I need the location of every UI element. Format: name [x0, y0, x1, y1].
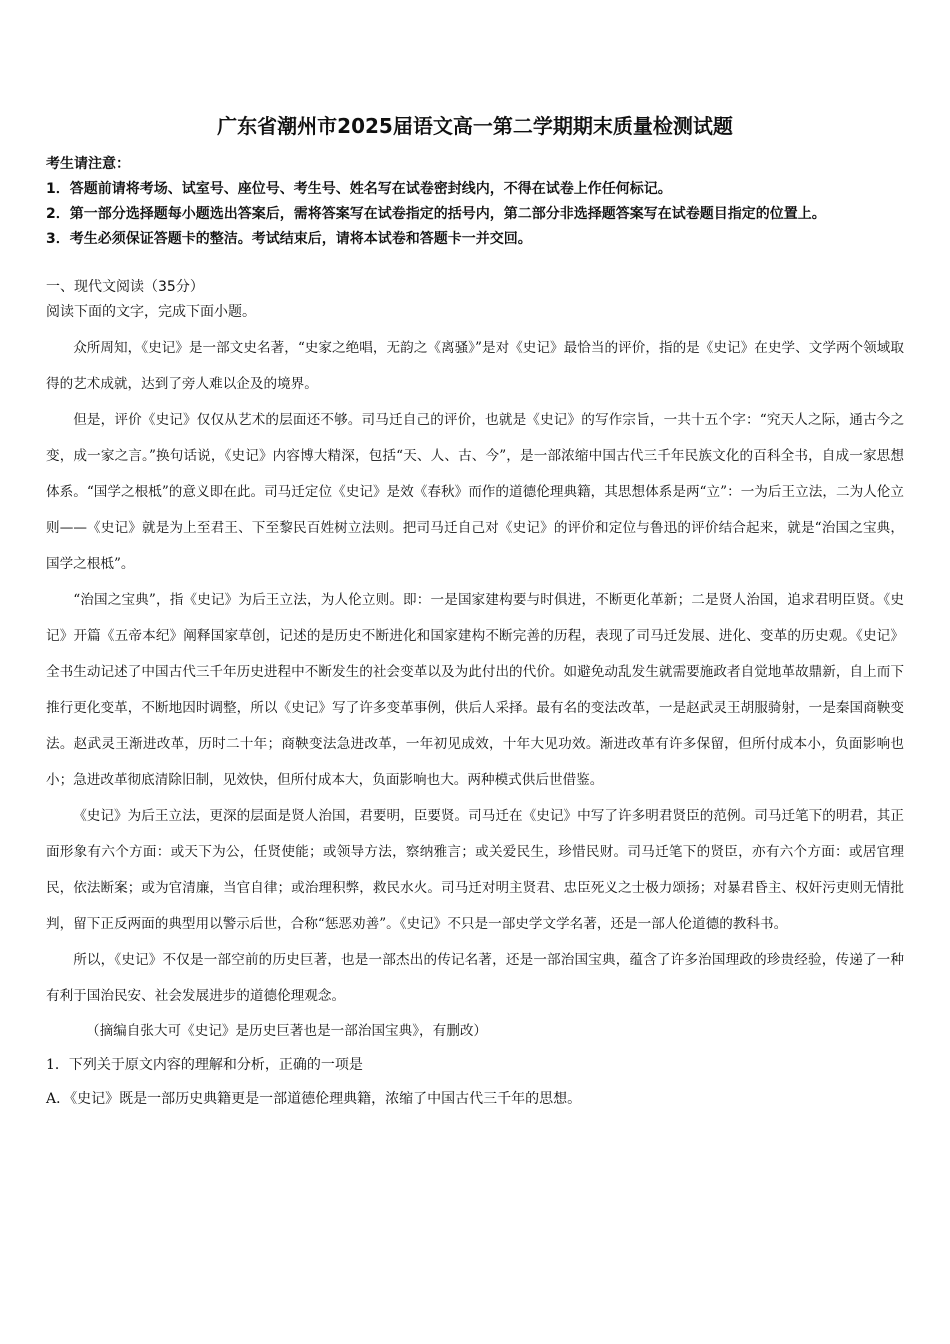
article-paragraph: 所以，《史记》不仅是一部空前的历史巨著，也是一部杰出的传记名著，还是一部治国宝典，蕴含了许多治国理政的珍贵经验，传递了一种有利于国治民安、社会发展进步的道德伦理观念。: [46, 952, 904, 1004]
notice-item: 3．考生必须保证答题卡的整洁。考试结束后，请将本试卷和答题卡一并交回。: [46, 231, 532, 247]
section-heading: 一、现代文阅读（35分）: [46, 279, 204, 295]
notice-heading: 考生请注意：: [46, 156, 130, 172]
notice-item: 1．答题前请将考场、试室号、座位号、考生号、姓名写在试卷密封线内，不得在试卷上作任何标记。: [46, 181, 672, 197]
notice-item: 2．第一部分选择题每小题选出答案后，需将答案写在试卷指定的括号内，第二部分非选择题答案写在试卷题目指定的位置上。: [46, 206, 826, 222]
article-paragraph: 众所周知，《史记》是一部文史名著，“史家之绝唱，无韵之《离骚》”是对《史记》最恰当的评价，指的是《史记》在史学、文学两个领域取得的艺术成就，达到了旁人难以企及的境界。: [46, 340, 904, 392]
page-title: 广东省潮州市2025届语文高一第二学期期末质量检测试题: [217, 114, 733, 138]
section-instruction: 阅读下面的文字，完成下面小题。: [46, 304, 256, 320]
question-stem: 1．下列关于原文内容的理解和分析，正确的一项是: [46, 1057, 363, 1073]
reading-article: [46, 330, 904, 1014]
article-paragraph: “治国之宝典”，指《史记》为后王立法，为人伦立则。即：一是国家建构要与时俱进，不断更化革新；二是贤人治国，追求君明臣贤。《史记》开篇《五帝本纪》阐释国家草创，记述的是历史不断进化和国家建构不断完善的历程，表现了司马迁发展、进化、变革的历史观。《史记》全书生动记述了中国古代三千年历史进程中不断发生的社会变革以及为此付出的代价。如避免动乱发生就需要施政者自觉地革故鼎新，自上而下推行更化变革，不断地因时调整，所以《史记》写了许多变革事例，供后人采择。最有名的变法改革，一是赵武灵王胡服骑射，一是秦国商鞅变法。赵武灵王渐进改革，历时二十年；商鞅变法急进改革，一年初见成效，十年大见功效。渐进改革有许多保留，但所付成本小，负面影响也小；急进改革彻底清除旧制，见效快，但所付成本大，负面影响也大。两种模式供后世借鉴。: [46, 592, 904, 788]
article-paragraph: 《史记》为后王立法，更深的层面是贤人治国，君要明，臣要贤。司马迁在《史记》中写了许多明君贤臣的范例。司马迁笔下的明君，其正面形象有六个方面：或天下为公，任贤使能；或领导方法，察纳雅言；或关爱民生，珍惜民财。司马迁笔下的贤臣，亦有六个方面：或居官理民，依法断案；或为官清廉，当官自律；或治理积弊，救民水火。司马迁对明主贤君、忠臣死义之士极力颂扬；对暴君昏主、权奸污吏则无情批判，留下正反两面的典型用以警示后世，合称“惩恶劝善”。《史记》不只是一部史学文学名著，还是一部人伦道德的教科书。: [46, 808, 904, 932]
article-paragraph: 但是，评价《史记》仅仅从艺术的层面还不够。司马迁自己的评价，也就是《史记》的写作宗旨，一共十五个字：“究天人之际，通古今之变，成一家之言。”换句话说，《史记》内容博大精深，包括“天、人、古、今”，是一部浓缩中国古代三千年民族文化的百科全书，自成一家思想体系。“国学之根柢”的意义即在此。司马迁定位《史记》是效《春秋》而作的道德伦理典籍，其思想体系是两“立”：一为后王立法，二为人伦立则——《史记》就是为上至君王、下至黎民百姓树立法则。把司马迁自己对《史记》的评价和定位与鲁迅的评价结合起来，就是“治国之宝典，国学之根柢”。: [46, 412, 904, 572]
notice-block: [46, 152, 904, 252]
article-source: （摘编自张大可《史记》是历史巨著也是一部治国宝典》，有删改）: [86, 1023, 488, 1039]
question-option-a: A．《史记》既是一部历史典籍更是一部道德伦理典籍，浓缩了中国古代三千年的思想。: [46, 1091, 582, 1107]
